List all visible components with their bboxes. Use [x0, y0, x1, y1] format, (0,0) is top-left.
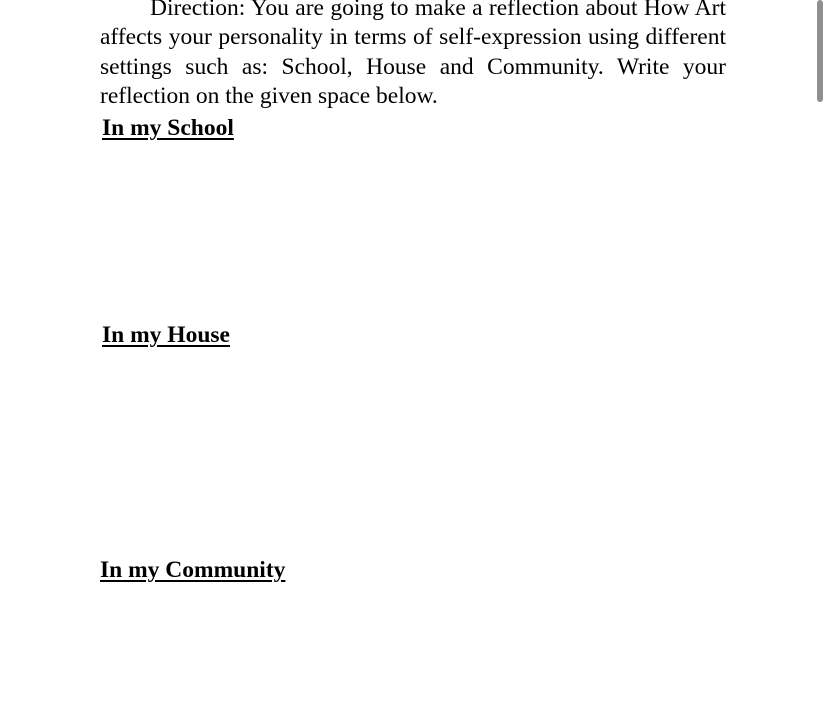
reflection-space-community[interactable] [100, 588, 726, 708]
vertical-scrollbar[interactable] [814, 0, 826, 712]
section-heading-community: In my Community [100, 557, 286, 583]
reflection-space-school[interactable] [100, 146, 726, 316]
direction-paragraph: Direction: You are going to make a reflection about How Art affects your personality in terms of self-expression using different settings such as: School, House and Community. Write your reflection on the given space below. [100, 0, 726, 109]
section-heading-house: In my House [102, 322, 230, 348]
reflection-space-house[interactable] [100, 352, 726, 550]
scrollbar-thumb[interactable] [817, 0, 823, 102]
section-heading-school: In my School [102, 115, 234, 141]
